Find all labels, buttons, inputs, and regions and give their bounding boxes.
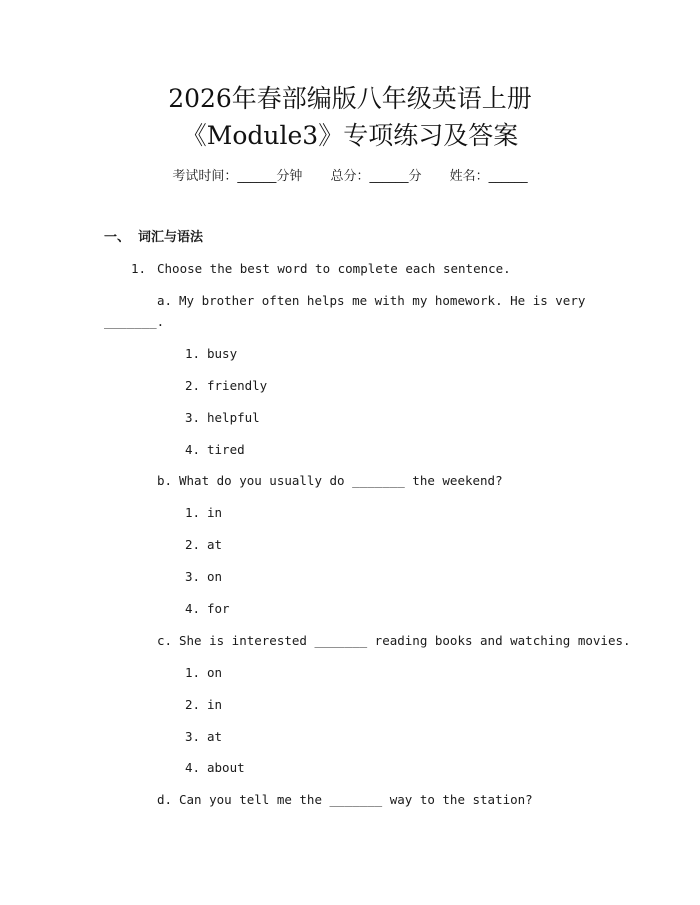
item-letter: c. — [157, 633, 173, 648]
section-heading — [104, 229, 203, 247]
option-text: on — [207, 569, 223, 584]
question-item — [157, 791, 533, 809]
exam-info — [0, 168, 700, 186]
item-text: My brother often helps me with my homework. He is very — [179, 293, 586, 308]
option-text: at — [207, 729, 223, 744]
option-text: on — [207, 665, 223, 680]
item-text: She is interested _______ reading books and watching movies. — [179, 633, 631, 648]
document-title-line1: 2026年春部编版八年级英语上册 — [168, 84, 532, 113]
option-number: 4. — [185, 601, 201, 616]
option-text: busy — [207, 346, 238, 361]
option-number: 3. — [185, 729, 201, 744]
option-number: 1. — [185, 505, 201, 520]
option-text: friendly — [207, 378, 268, 393]
option-item — [185, 568, 222, 586]
option-item — [185, 504, 222, 522]
question-item — [157, 632, 631, 650]
option-number: 2. — [185, 378, 201, 393]
option-text: tired — [207, 442, 245, 457]
option-text: for — [207, 601, 230, 616]
item-letter: d. — [157, 792, 173, 807]
question-instruction — [131, 260, 511, 278]
option-item — [185, 409, 260, 427]
option-number: 4. — [185, 760, 201, 775]
option-text: in — [207, 505, 223, 520]
option-number: 3. — [185, 410, 201, 425]
question-number: 1. — [131, 261, 147, 276]
option-number: 1. — [185, 346, 201, 361]
option-item — [185, 664, 222, 682]
option-number: 1. — [185, 665, 201, 680]
option-text: helpful — [207, 410, 260, 425]
option-item — [185, 600, 230, 618]
option-item — [185, 759, 245, 777]
option-text: about — [207, 760, 245, 775]
question-item — [157, 472, 503, 490]
section-number: 一、 — [104, 230, 131, 245]
option-number: 2. — [185, 537, 201, 552]
document-title-line2: 《Module3》专项练习及答案 — [181, 121, 519, 150]
option-text: in — [207, 697, 223, 712]
option-item — [185, 377, 267, 395]
item-text-continuation: _______. — [104, 314, 165, 329]
item-text: Can you tell me the _______ way to the station? — [179, 792, 533, 807]
question-item — [157, 292, 585, 310]
option-number: 3. — [185, 569, 201, 584]
exam-time-field: 考试时间：______分钟 — [172, 169, 303, 184]
option-item — [185, 696, 222, 714]
question-text: Choose the best word to complete each sentence. — [157, 261, 511, 276]
name-field: 姓名：______ — [449, 169, 528, 184]
option-item — [185, 728, 222, 746]
option-item — [185, 536, 222, 554]
section-title: 词汇与语法 — [138, 230, 204, 245]
option-item — [185, 441, 245, 459]
item-letter: b. — [157, 473, 173, 488]
option-number: 4. — [185, 442, 201, 457]
option-item — [185, 345, 237, 363]
total-score-field: 总分：______分 — [330, 169, 422, 184]
item-letter: a. — [157, 293, 173, 308]
item-text: What do you usually do _______ the weekend? — [179, 473, 503, 488]
option-number: 2. — [185, 697, 201, 712]
option-text: at — [207, 537, 223, 552]
